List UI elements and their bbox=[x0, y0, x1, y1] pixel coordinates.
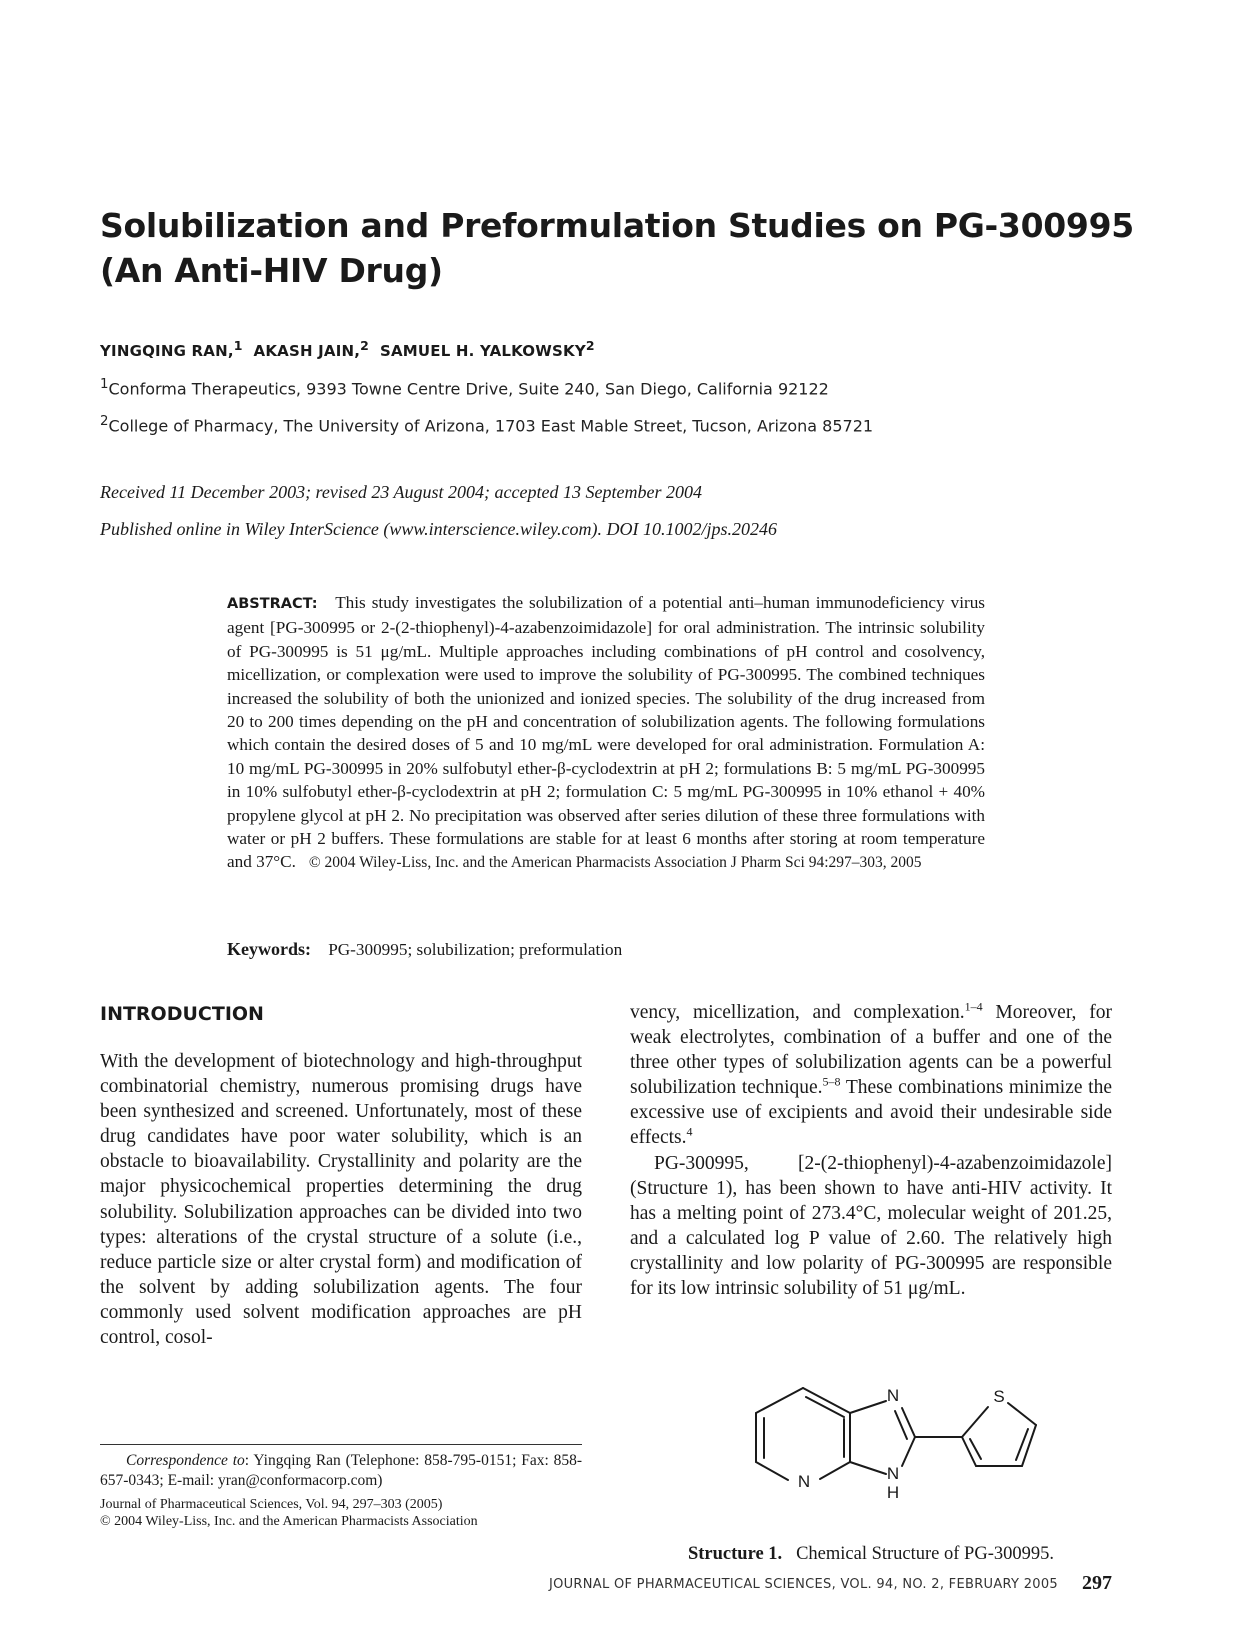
page-number: 297 bbox=[1082, 1572, 1112, 1594]
body-paragraph bbox=[630, 1000, 1112, 1151]
structure-caption bbox=[630, 1544, 1112, 1565]
atom-label-h: H bbox=[886, 1483, 900, 1502]
article-title bbox=[100, 203, 1140, 293]
body-paragraph: PG-300995, [2-(2-thiophenyl)-4-azabenzoimidazole] (Structure 1), has been shown to have anti-HIV activity. It has a melting point of 273.4°C, molecular weight of 201.25, and a calculated log P value of 2.60. The relatively high crystallinity and low polarity of PG-300995 are responsible for its low intrinsic solubility of 51 μg/mL. bbox=[630, 1152, 1112, 1300]
paragraph-fragment: These combinations minimize the excessive use of excipients and avoid their undesirable side effects. bbox=[630, 1077, 1112, 1149]
bond-line bbox=[962, 1437, 976, 1466]
affiliation-text: College of Pharmacy, The University of Arizona, 1703 East Mable Street, Tucson, Arizona 85721 bbox=[108, 416, 874, 436]
abstract-copyright: © 2004 Wiley-Liss, Inc. and the American Pharmacists Association J Pharm Sci 94:297–303, 2005 bbox=[308, 854, 922, 872]
affiliation-number: 1 bbox=[100, 377, 109, 392]
reference-citation: 5–8 bbox=[822, 1074, 841, 1089]
right-column bbox=[630, 1000, 1112, 1301]
author-list bbox=[100, 338, 595, 360]
paragraph-fragment: Moreover, for weak electrolytes, combination of a buffer and one of the three other types of solubilization agents can be a powerful solubilization technique. bbox=[630, 1002, 1113, 1099]
published-online: Published online in Wiley InterScience (www.interscience.wiley.com). DOI 10.1002/jps.20246 bbox=[100, 519, 778, 539]
title-line-1: Solubilization and Preformulation Studies on PG-300995 bbox=[100, 206, 1134, 245]
bond-line bbox=[850, 1401, 886, 1413]
correspondence-label: Correspondence to bbox=[126, 1452, 245, 1469]
correspondence-text: : Yingqing Ran (Telephone: 858-795-0151; Fax: 858-657-0343; E-mail: yran@conformacorp.com) bbox=[100, 1452, 582, 1489]
author-affiliation-mark: 2 bbox=[360, 338, 370, 353]
copyright-line: © 2004 Wiley-Liss, Inc. and the American Pharmacists Association bbox=[100, 1514, 478, 1529]
atom-label-s: S bbox=[993, 1387, 1005, 1406]
keywords-label: Keywords: bbox=[227, 939, 311, 959]
reference-citation: 4 bbox=[686, 1124, 693, 1139]
atom-label-n: N bbox=[886, 1464, 900, 1483]
left-column bbox=[100, 1000, 582, 1350]
section-heading: INTRODUCTION bbox=[100, 1003, 264, 1025]
bond-line bbox=[1022, 1425, 1036, 1466]
author-affiliation-mark: 1 bbox=[233, 338, 243, 353]
keywords-text: PG-300995; solubilization; preformulation bbox=[328, 940, 623, 959]
caption-text: Chemical Structure of PG-300995. bbox=[796, 1544, 1054, 1564]
author-name: SAMUEL H. YALKOWSKY bbox=[379, 342, 586, 360]
affiliation bbox=[100, 414, 873, 435]
abstract bbox=[227, 591, 985, 875]
author-affiliation-mark: 2 bbox=[585, 338, 595, 353]
affiliation-number: 2 bbox=[100, 414, 109, 429]
chemical-structure-diagram bbox=[718, 1380, 1118, 1520]
journal-citation bbox=[100, 1496, 582, 1530]
bond-line bbox=[1008, 1403, 1036, 1425]
footnote-divider bbox=[100, 1444, 582, 1445]
author-name: AKASH JAIN, bbox=[253, 342, 361, 360]
abstract-label: ABSTRACT: bbox=[227, 596, 318, 612]
author-name: YINGQING RAN, bbox=[100, 342, 234, 360]
atom-label-n: N bbox=[886, 1386, 900, 1405]
received-dates: Received 11 December 2003; revised 23 August 2004; accepted 13 September 2004 bbox=[100, 482, 702, 502]
bond-line bbox=[820, 1462, 850, 1479]
reference-citation: 1–4 bbox=[964, 999, 983, 1014]
bond-line bbox=[850, 1462, 886, 1474]
atom-label-n: N bbox=[797, 1472, 811, 1491]
keywords bbox=[227, 939, 622, 960]
affiliation bbox=[100, 377, 829, 398]
body-paragraph: With the development of biotechnology and high-throughput combinatorial chemistry, numerous promising drugs have been synthesized and screened. Unfortunately, most of these drug candidates have poor water solubility, which is an obstacle to bioavailability. Crystallinity and polarity are the major physicochemical properties determining the drug solubility. Solubilization approaches can be divided into two types: alterations of the crystal structure of a solute (i.e., reduce particle size or alter crystal form) and modification of the solvent by adding solubilization agents. The four commonly used solvent modification approaches are pH control, cosol- bbox=[100, 1051, 582, 1349]
bond-line bbox=[902, 1437, 915, 1466]
correspondence-note bbox=[100, 1451, 582, 1491]
bond-line bbox=[962, 1407, 988, 1437]
footer-journal: JOURNAL OF PHARMACEUTICAL SCIENCES, VOL. 94, NO. 2, FEBRUARY 2005 bbox=[548, 1577, 1058, 1592]
bond-line bbox=[756, 1388, 803, 1413]
journal-line: Journal of Pharmaceutical Sciences, Vol. 94, 297–303 (2005) bbox=[100, 1497, 443, 1512]
affiliation-text: Conforma Therapeutics, 9393 Towne Centre Drive, Suite 240, San Diego, California 92122 bbox=[108, 379, 829, 399]
bond-line bbox=[756, 1462, 788, 1480]
caption-label: Structure 1. bbox=[687, 1544, 783, 1564]
title-line-2: (An Anti-HIV Drug) bbox=[100, 251, 443, 290]
paragraph-fragment: vency, micellization, and complexation. bbox=[630, 1002, 965, 1023]
abstract-text: This study investigates the solubilization of a potential anti–human immunodeficiency virus agent [PG-300995 or 2-(2-thiophenyl)-4-azabenzoimidazole] for oral administration. The intrinsic solubility of PG-300995 is 51 μg/mL. Multiple approaches including combinations of pH control and cosolvency, micellization, or complexation were used to improve the solubility of PG-300995. The combined techniques increased the solubility of both the unionized and ionized species. The solubility of the drug increased from 20 to 200 times depending on the pH and concentration of solubilization agents. The following formulations which contain the desired doses of 5 and 10 mg/mL were developed for oral administration. Formulation A: 10 mg/mL PG-300995 in 20% sulfobutyl ether-β-cyclodextrin at pH 2; formulations B: 5 mg/mL PG-300995 in 10% sulfobutyl ether-β-cyclodextrin at pH 2; formulation C: 5 mg/mL PG-300995 in 10% ethanol + 40% propylene glycol at pH 2. No precipitation was observed after series dilution of these three formulations with water or pH 2 buffers. These formulations are stable for at least 6 months after storing at room temperature and 37°C. bbox=[227, 593, 985, 872]
bond-line bbox=[803, 1388, 850, 1413]
